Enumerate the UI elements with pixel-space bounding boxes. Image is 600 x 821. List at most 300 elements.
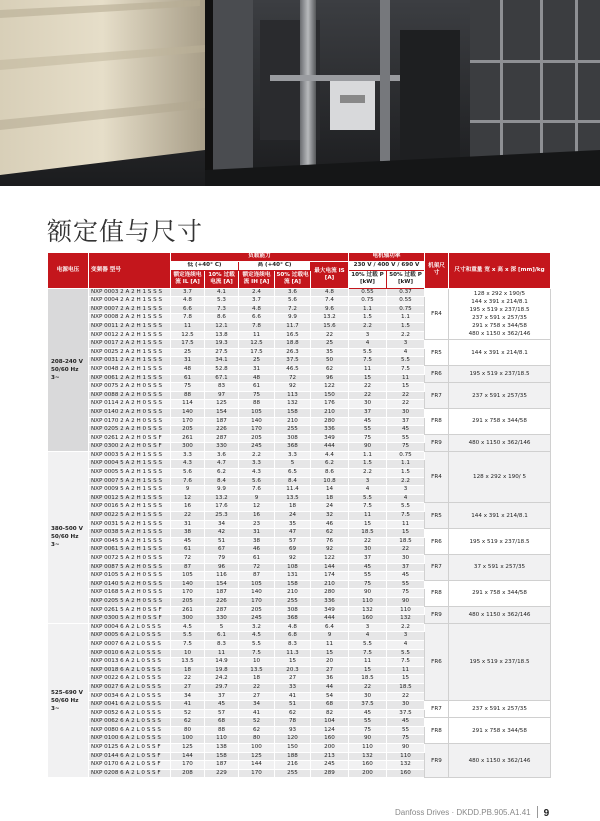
dims-cell [449, 451, 551, 503]
value-cell: 138 [205, 744, 239, 753]
value-cell: 88 [171, 391, 205, 400]
value-cell: 3 [387, 340, 425, 349]
value-cell: 255 [275, 597, 311, 606]
value-cell: 62 [311, 365, 349, 374]
value-cell: 82 [311, 709, 349, 718]
value-cell: 25 [239, 357, 275, 366]
value-cell: 18.8 [275, 340, 311, 349]
value-cell: 79 [205, 555, 239, 564]
value-cell: 8.3 [205, 640, 239, 649]
value-cell: 336 [311, 426, 349, 435]
value-cell: 14 [311, 486, 349, 495]
value-cell: 31 [239, 529, 275, 538]
frame-cell: FR6 [425, 365, 449, 382]
model-cell: NXP 0003 2 A 2 H 1 S S S [89, 288, 171, 297]
value-cell: 205 [171, 597, 205, 606]
table-row [48, 288, 551, 297]
value-cell: 35 [311, 348, 349, 357]
value-cell: 18.5 [387, 537, 425, 546]
header-frame: 机架尺寸 [425, 253, 449, 289]
value-cell: 2.2 [387, 477, 425, 486]
value-cell: 7.5 [239, 649, 275, 658]
value-cell: 5.5 [387, 503, 425, 512]
value-cell: 12.1 [205, 322, 239, 331]
value-cell: 11 [205, 649, 239, 658]
value-cell: 45 [387, 426, 425, 435]
model-cell: NXP 0004 2 A 2 H 1 S S S [89, 297, 171, 306]
header-high-50: 50% 过载电流 [A] [275, 270, 311, 288]
value-cell: 75 [387, 735, 425, 744]
value-cell: 226 [205, 597, 239, 606]
dims-cell [449, 623, 551, 700]
table-row [48, 744, 551, 753]
value-cell: 11.7 [275, 322, 311, 331]
frame-cell: FR7 [425, 701, 449, 718]
value-cell: 96 [311, 374, 349, 383]
value-cell: 0.55 [387, 297, 425, 306]
value-cell: 11 [349, 512, 387, 521]
dims-line: 237 x 591 x 257/35 [472, 314, 527, 321]
model-cell: NXP 0105 5 A 2 H 0 S S S [89, 572, 171, 581]
value-cell: 6.4 [311, 623, 349, 632]
model-cell: NXP 0114 2 A 2 H 0 S S S [89, 400, 171, 409]
value-cell: 41 [239, 709, 275, 718]
value-cell: 61 [171, 374, 205, 383]
value-cell: 38 [171, 529, 205, 538]
value-cell: 170 [171, 417, 205, 426]
value-cell: 150 [311, 391, 349, 400]
table-row [48, 555, 551, 564]
value-cell: 100 [171, 735, 205, 744]
value-cell: 187 [205, 589, 239, 598]
header-p50: 50% 过载 P [kW] [387, 270, 425, 288]
dims-line: 291 x 758 x 344/58 [472, 322, 527, 329]
value-cell: 68 [311, 701, 349, 710]
ratings-table [47, 252, 551, 778]
value-cell: 8.6 [311, 469, 349, 478]
value-cell: 0.75 [387, 451, 425, 460]
header-max-current: 最大电流 IS [A] [311, 261, 349, 288]
model-cell: NXP 0170 6 A 2 L 0 S S F [89, 761, 171, 770]
table-row [48, 383, 551, 392]
value-cell: 18 [311, 494, 349, 503]
value-cell: 444 [311, 615, 349, 624]
table-row [48, 701, 551, 710]
value-cell: 37 [205, 692, 239, 701]
value-cell: 29.7 [205, 683, 239, 692]
header-motor-power: 电机轴功率 [349, 253, 425, 262]
model-cell: NXP 0261 2 A 2 H 0 S S F [89, 434, 171, 443]
value-cell: 5.5 [349, 348, 387, 357]
frame-cell: FR7 [425, 383, 449, 409]
table-row [48, 408, 551, 417]
dims-line: 480 x 1150 x 362/146 [468, 611, 531, 618]
value-cell: 287 [205, 434, 239, 443]
value-cell: 144 [311, 563, 349, 572]
model-cell: NXP 0017 2 A 2 H 1 S S S [89, 340, 171, 349]
value-cell: 7.4 [311, 297, 349, 306]
value-cell: 20 [311, 658, 349, 667]
table-body [48, 288, 551, 778]
model-cell: NXP 0004 6 A 2 L 0 S S S [89, 623, 171, 632]
dims-line: 144 x 391 x 214/8.1 [471, 512, 528, 519]
value-cell: 37.5 [387, 709, 425, 718]
frame-cell: FR4 [425, 451, 449, 503]
value-cell: 19.3 [205, 340, 239, 349]
header-load-capacity: 负载能力 [171, 253, 349, 262]
value-cell: 120 [275, 735, 311, 744]
value-cell: 5.6 [275, 297, 311, 306]
value-cell: 37 [387, 417, 425, 426]
value-cell: 229 [205, 769, 239, 778]
model-cell: NXP 0041 6 A 2 L 0 S S S [89, 701, 171, 710]
value-cell: 188 [275, 752, 311, 761]
model-cell: NXP 0022 6 A 2 L 0 S S S [89, 675, 171, 684]
value-cell: 35 [275, 520, 311, 529]
table-row [48, 503, 551, 512]
dims-line: 480 x 1150 x 362/146 [468, 330, 531, 337]
value-cell: 9 [311, 632, 349, 641]
value-cell: 42 [205, 529, 239, 538]
value-cell: 55 [387, 726, 425, 735]
value-cell: 72 [275, 374, 311, 383]
value-cell: 61 [171, 546, 205, 555]
value-cell: 46 [311, 520, 349, 529]
value-cell: 15 [275, 658, 311, 667]
value-cell: 15 [349, 520, 387, 529]
value-cell: 48 [171, 365, 205, 374]
value-cell: 170 [239, 426, 275, 435]
model-cell: NXP 0038 5 A 2 H 1 S S S [89, 529, 171, 538]
value-cell: 200 [349, 769, 387, 778]
model-cell: NXP 0007 5 A 2 H 1 S S S [89, 477, 171, 486]
value-cell: 132 [349, 606, 387, 615]
value-cell: 36 [311, 675, 349, 684]
value-cell: 52 [171, 709, 205, 718]
value-cell: 2.2 [349, 322, 387, 331]
dims-cell [449, 555, 551, 581]
model-cell: NXP 0062 6 A 2 L 0 S S S [89, 718, 171, 727]
value-cell: 15 [387, 675, 425, 684]
value-cell: 15 [387, 383, 425, 392]
value-cell: 4.5 [171, 623, 205, 632]
value-cell: 22 [387, 692, 425, 701]
value-cell: 4 [387, 640, 425, 649]
value-cell: 3.3 [275, 451, 311, 460]
value-cell: 34.1 [205, 357, 239, 366]
value-cell: 17.6 [205, 503, 239, 512]
value-cell: 216 [275, 761, 311, 770]
value-cell: 7.3 [205, 305, 239, 314]
page-number: 9 [543, 808, 550, 819]
value-cell: 27.5 [205, 348, 239, 357]
dims-cell [449, 340, 551, 366]
value-cell: 330 [205, 615, 239, 624]
dims-line: 37 x 591 x 257/35 [473, 564, 526, 571]
value-cell: 330 [205, 443, 239, 452]
voltage-group-label: 208-240 V 50/60 Hz 3~ [48, 288, 89, 451]
value-cell: 7.5 [387, 658, 425, 667]
value-cell: 245 [311, 761, 349, 770]
model-cell: NXP 0025 2 A 2 H 1 S S S [89, 348, 171, 357]
value-cell: 90 [387, 744, 425, 753]
value-cell: 37 [387, 563, 425, 572]
value-cell: 8.3 [275, 640, 311, 649]
value-cell: 30 [349, 546, 387, 555]
model-cell: NXP 0045 5 A 2 H 1 S S S [89, 537, 171, 546]
value-cell: 205 [239, 606, 275, 615]
value-cell: 7.8 [239, 322, 275, 331]
value-cell: 6.2 [311, 460, 349, 469]
dims-cell [449, 744, 551, 778]
model-cell: NXP 0208 6 A 2 L 0 S S F [89, 769, 171, 778]
dims-line: 195 x 519 x 237/18.5 [469, 371, 530, 378]
value-cell: 7.6 [239, 486, 275, 495]
value-cell: 4.7 [205, 460, 239, 469]
value-cell: 113 [275, 391, 311, 400]
dims-line: 480 x 1150 x 362/146 [468, 439, 531, 446]
value-cell: 11 [239, 331, 275, 340]
dims-cell [449, 503, 551, 529]
model-cell: NXP 0005 5 A 2 H 1 S S S [89, 469, 171, 478]
value-cell: 210 [311, 408, 349, 417]
value-cell: 280 [311, 589, 349, 598]
value-cell: 5.5 [171, 632, 205, 641]
value-cell: 4 [349, 486, 387, 495]
value-cell: 96 [205, 563, 239, 572]
value-cell: 22 [349, 391, 387, 400]
value-cell: 3.7 [171, 288, 205, 297]
value-cell: 22 [171, 675, 205, 684]
value-cell: 11.4 [275, 486, 311, 495]
value-cell: 187 [205, 417, 239, 426]
value-cell: 34 [239, 701, 275, 710]
value-cell: 108 [275, 563, 311, 572]
model-cell: NXP 0170 2 A 2 H 0 S S S [89, 417, 171, 426]
value-cell: 72 [239, 563, 275, 572]
value-cell: 4.8 [275, 623, 311, 632]
model-cell: NXP 0072 5 A 2 H 0 S S S [89, 555, 171, 564]
value-cell: 37.5 [275, 357, 311, 366]
value-cell: 87 [239, 572, 275, 581]
value-cell: 200 [311, 744, 349, 753]
value-cell: 208 [171, 769, 205, 778]
frame-cell: FR9 [425, 744, 449, 778]
value-cell: 6.2 [205, 469, 239, 478]
value-cell: 245 [239, 443, 275, 452]
dims-line: 128 x 292 x 190/5 [473, 290, 526, 297]
value-cell: 24 [311, 503, 349, 512]
dims-cell [449, 365, 551, 382]
value-cell: 132 [387, 615, 425, 624]
dims-cell [449, 606, 551, 623]
value-cell: 41 [171, 701, 205, 710]
value-cell: 10 [171, 649, 205, 658]
value-cell: 170 [239, 597, 275, 606]
value-cell: 25 [311, 340, 349, 349]
value-cell: 110 [205, 735, 239, 744]
value-cell: 6.6 [171, 305, 205, 314]
model-cell: NXP 0009 5 A 2 H 1 S S S [89, 486, 171, 495]
value-cell: 5.6 [171, 469, 205, 478]
value-cell: 22 [387, 400, 425, 409]
value-cell: 88 [239, 400, 275, 409]
value-cell: 2.4 [239, 288, 275, 297]
value-cell: 45 [349, 417, 387, 426]
value-cell: 22 [387, 391, 425, 400]
value-cell: 11 [387, 374, 425, 383]
value-cell: 15 [349, 374, 387, 383]
dims-cell [449, 529, 551, 555]
value-cell: 22 [349, 537, 387, 546]
value-cell: 4.1 [205, 288, 239, 297]
model-cell: NXP 0013 6 A 2 L 0 S S S [89, 658, 171, 667]
value-cell: 55 [349, 572, 387, 581]
value-cell: 261 [171, 606, 205, 615]
model-cell: NXP 0031 5 A 2 H 1 S S S [89, 520, 171, 529]
value-cell: 37 [349, 555, 387, 564]
value-cell: 80 [239, 735, 275, 744]
value-cell: 16.5 [275, 331, 311, 340]
value-cell: 160 [387, 769, 425, 778]
value-cell: 26.3 [275, 348, 311, 357]
frame-cell: FR4 [425, 288, 449, 340]
value-cell: 255 [275, 769, 311, 778]
frame-cell: FR7 [425, 555, 449, 581]
table-row [48, 580, 551, 589]
value-cell: 18.5 [387, 683, 425, 692]
value-cell: 105 [239, 580, 275, 589]
value-cell: 1.1 [387, 314, 425, 323]
value-cell: 170 [171, 761, 205, 770]
header-high-cont: 额定连续电流 IH [A] [239, 270, 275, 288]
value-cell: 122 [311, 555, 349, 564]
model-cell: NXP 0300 5 A 2 H 0 S S F [89, 615, 171, 624]
value-cell: 27 [275, 675, 311, 684]
value-cell: 22 [349, 383, 387, 392]
value-cell: 131 [275, 572, 311, 581]
value-cell: 27 [239, 692, 275, 701]
value-cell: 2.2 [387, 623, 425, 632]
value-cell: 4.4 [311, 451, 349, 460]
value-cell: 13.2 [205, 494, 239, 503]
value-cell: 20.3 [275, 666, 311, 675]
value-cell: 3.6 [205, 451, 239, 460]
value-cell: 100 [239, 744, 275, 753]
value-cell: 48 [239, 374, 275, 383]
value-cell: 9.9 [205, 486, 239, 495]
value-cell: 52 [239, 718, 275, 727]
value-cell: 51 [205, 537, 239, 546]
voltage-group-label: 525-690 V 50/60 Hz 3~ [48, 623, 89, 778]
value-cell: 11 [311, 640, 349, 649]
value-cell: 76 [311, 537, 349, 546]
footer-text: Danfoss Drives · DKDD.PB.905.A1.41 [395, 808, 531, 817]
model-cell: NXP 0018 6 A 2 L 0 S S S [89, 666, 171, 675]
value-cell: 30 [387, 408, 425, 417]
value-cell: 110 [349, 744, 387, 753]
value-cell: 3 [387, 486, 425, 495]
value-cell: 7.2 [275, 305, 311, 314]
model-cell: NXP 0075 2 A 2 H 0 S S S [89, 383, 171, 392]
value-cell: 144 [171, 752, 205, 761]
value-cell: 16 [171, 503, 205, 512]
value-cell: 15 [311, 649, 349, 658]
value-cell: 13.8 [205, 331, 239, 340]
frame-cell: FR9 [425, 606, 449, 623]
value-cell: 11 [387, 520, 425, 529]
model-cell: NXP 0088 2 A 2 H 0 S S S [89, 391, 171, 400]
value-cell: 9 [239, 494, 275, 503]
value-cell: 3.3 [171, 451, 205, 460]
model-cell: NXP 0205 5 A 2 H 0 S S S [89, 597, 171, 606]
value-cell: 78 [275, 718, 311, 727]
value-cell: 11 [171, 322, 205, 331]
header-low-cont: 额定连续电流 IL [A] [171, 270, 205, 288]
value-cell: 4 [387, 348, 425, 357]
value-cell: 11 [349, 365, 387, 374]
model-cell: NXP 0087 5 A 2 H 0 S S S [89, 563, 171, 572]
value-cell: 1.5 [387, 322, 425, 331]
header-model: 变频器 型号 [89, 253, 171, 289]
value-cell: 7.6 [171, 477, 205, 486]
value-cell: 1.1 [349, 305, 387, 314]
value-cell: 90 [349, 443, 387, 452]
value-cell: 170 [239, 769, 275, 778]
value-cell: 6.1 [205, 632, 239, 641]
model-cell: NXP 0080 6 A 2 L 0 S S S [89, 726, 171, 735]
page-title: 额定值与尺寸 [47, 217, 204, 246]
dims-line: 195 x 519 x 237/18.5 [469, 538, 530, 545]
value-cell: 22 [171, 512, 205, 521]
frame-cell: FR8 [425, 580, 449, 606]
value-cell: 7.8 [171, 314, 205, 323]
dims-line: 195 x 519 x 237/18.5 [469, 658, 530, 665]
value-cell: 368 [275, 615, 311, 624]
model-cell: NXP 0016 5 A 2 H 1 S S S [89, 503, 171, 512]
value-cell: 174 [311, 572, 349, 581]
value-cell: 57 [275, 537, 311, 546]
value-cell: 24.2 [205, 675, 239, 684]
value-cell: 8.4 [275, 477, 311, 486]
value-cell: 8.4 [205, 477, 239, 486]
value-cell: 16 [239, 512, 275, 521]
frame-cell: FR8 [425, 718, 449, 744]
header-dims: 尺寸和重量 宽 x 高 x 深 [mm]/kg [449, 253, 551, 289]
value-cell: 19.8 [205, 666, 239, 675]
table-row [48, 434, 551, 443]
value-cell: 45 [387, 572, 425, 581]
value-cell: 154 [205, 580, 239, 589]
value-cell: 18 [239, 675, 275, 684]
value-cell: 124 [311, 726, 349, 735]
value-cell: 23 [239, 520, 275, 529]
model-cell: NXP 0007 6 A 2 L 0 S S S [89, 640, 171, 649]
value-cell: 5.5 [239, 640, 275, 649]
model-cell: NXP 0168 5 A 2 H 0 S S S [89, 589, 171, 598]
value-cell: 10 [239, 658, 275, 667]
model-cell: NXP 0012 2 A 2 H 1 S S S [89, 331, 171, 340]
value-cell: 90 [387, 597, 425, 606]
value-cell: 7.5 [387, 365, 425, 374]
model-cell: NXP 0005 6 A 2 L 0 S S S [89, 632, 171, 641]
value-cell: 25.3 [205, 512, 239, 521]
value-cell: 114 [171, 400, 205, 409]
table-row [48, 718, 551, 727]
value-cell: 4 [349, 340, 387, 349]
value-cell: 45 [387, 718, 425, 727]
machinery-photo [0, 0, 600, 186]
